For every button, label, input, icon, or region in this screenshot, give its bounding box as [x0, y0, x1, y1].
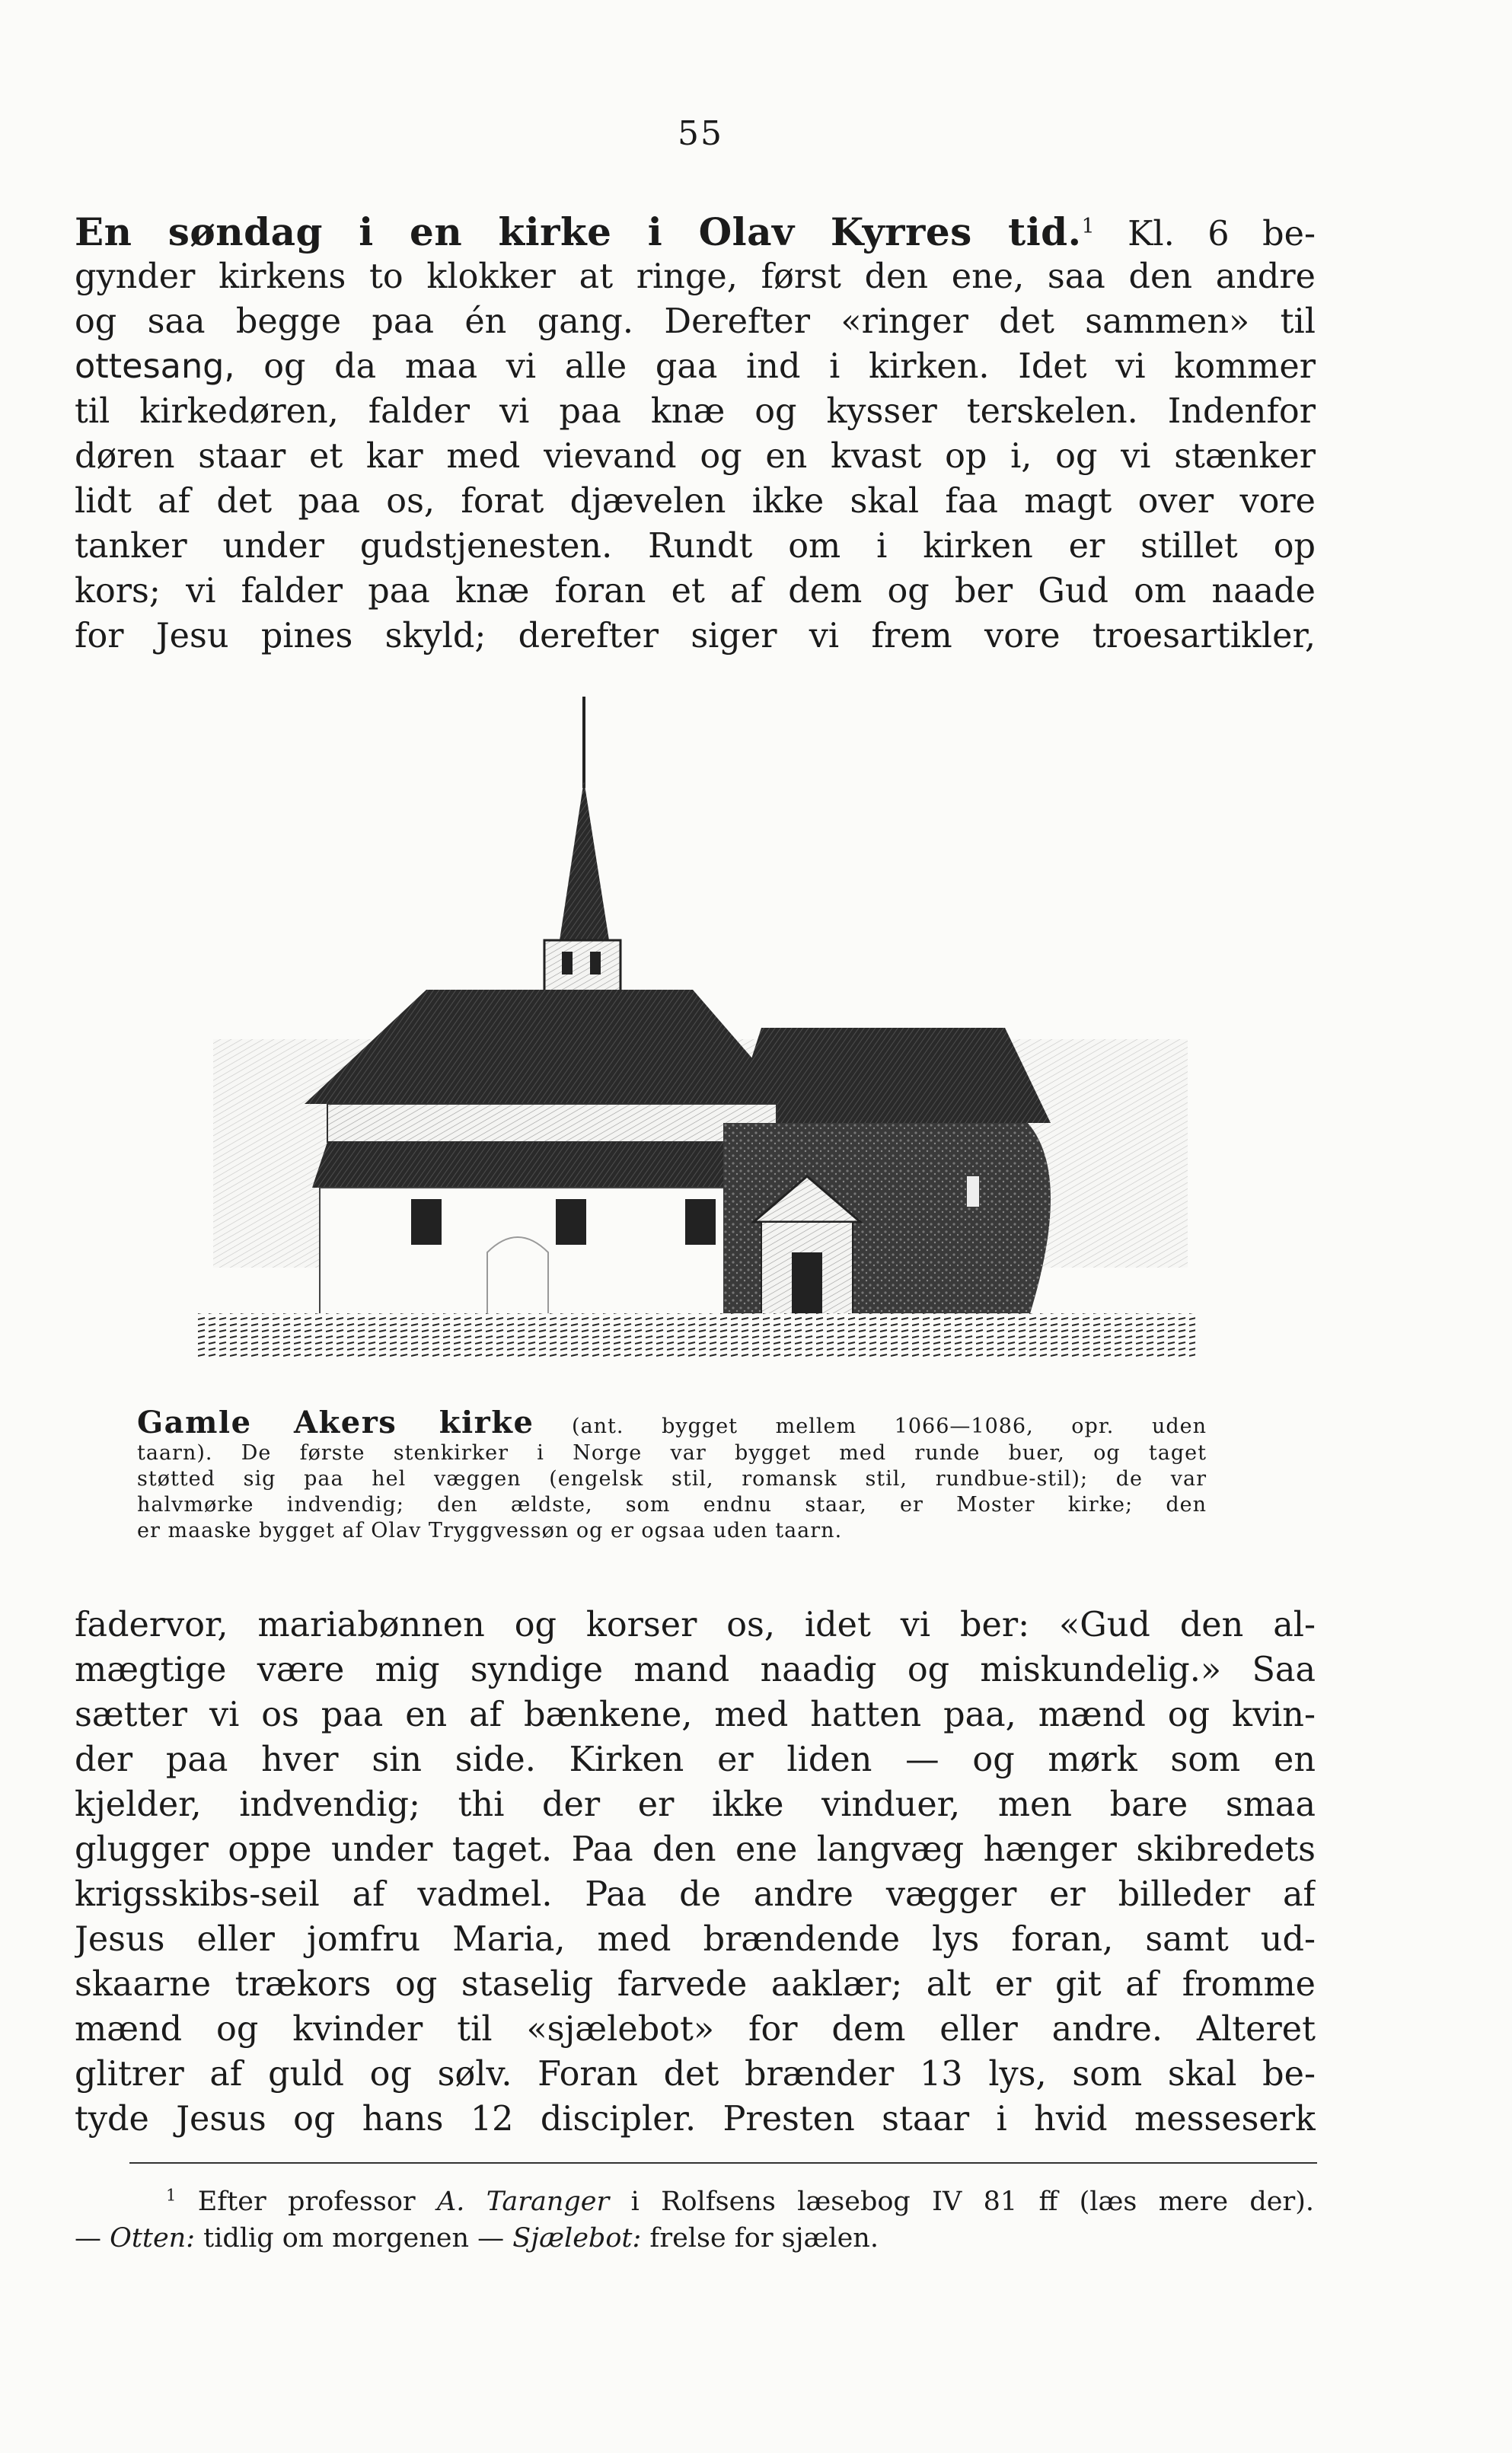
caption-title: Gamle Akers kirke [137, 1410, 534, 1440]
lower-eave [312, 1142, 777, 1188]
top-paragraph [75, 209, 1316, 659]
term: Sjælebot: [512, 2223, 642, 2254]
footnote-line [75, 2183, 1314, 2220]
text-fragment: Kl. 6 be- [1128, 215, 1316, 254]
spire [560, 780, 609, 940]
paragraph-line: kors; vi falder paa knæ foran et af dem og ber Gud om naade [75, 572, 1316, 611]
paragraph-line: skaarne trækors og staselig farvede aaklær; alt er git af fromme [75, 1965, 1316, 2004]
apse-window [967, 1176, 979, 1207]
section-title: En søndag i en kirke i Olav Kyrres tid. [75, 209, 1082, 254]
chancel-roof [731, 1028, 1051, 1123]
paragraph-line: sætter vi os paa en af bænkene, med hatten paa, mænd og kvin- [75, 1695, 1316, 1734]
window [411, 1199, 442, 1245]
tower-window [562, 952, 573, 975]
paragraph-line: krigsskibs-seil af vadmel. Paa de andre vægger er billeder af [75, 1875, 1316, 1914]
text-fragment: frelse for sjælen. [649, 2223, 879, 2254]
bottom-paragraph [75, 1603, 1316, 2142]
paragraph-line: glugger oppe under taget. Paa den ene langvæg hænger skibredets [75, 1830, 1316, 1869]
church-illustration [198, 689, 1195, 1363]
paragraph-line: gynder kirkens to klokker at ringe, først den ene, saa den andre [75, 257, 1316, 296]
paragraph-line [75, 209, 1316, 254]
caption-line: halvmørke indvendig; den ældste, som endnu staar, er Moster kirke; den [137, 1493, 1207, 1517]
footnote-marker: 1 [166, 2186, 177, 2205]
caption-line: støtted sig paa hel væggen (engelsk stil, romansk stil, rundbue-stil); de var [137, 1467, 1207, 1491]
nave-roof [305, 990, 792, 1104]
author-name: A. Taranger [437, 2187, 610, 2217]
footnote-marker: 1 [1081, 215, 1095, 239]
term: Otten: [110, 2223, 196, 2254]
paragraph-line: for Jesu pines skyld; derefter siger vi frem vore troesartikler, [75, 617, 1316, 656]
paragraph-line: og saa begge paa én gang. Derefter «ringer det sammen» til [75, 302, 1316, 341]
paragraph-line: lidt af det paa os, forat djævelen ikke skal faa magt over vore [75, 482, 1316, 521]
paragraph-line: tanker under gudstjenesten. Rundt om i kirken er stillet op [75, 527, 1316, 566]
text-fragment: i Rolfsens læsebog IV 81 ff (læs mere der). [630, 2187, 1314, 2217]
footnote [75, 2183, 1314, 2257]
text-fragment: — [75, 2223, 101, 2254]
caption-line [137, 1410, 1207, 1440]
apse [944, 1123, 1051, 1321]
paragraph-line: til kirkedøren, falder vi paa knæ og kysser terskelen. Indenfor [75, 392, 1316, 431]
text-fragment: Efter professor [197, 2187, 416, 2217]
paragraph-line [75, 344, 1316, 389]
caption-line: taarn). De første stenkirker i Norge var bygget med runde buer, og taget [137, 1441, 1207, 1465]
window [685, 1199, 716, 1245]
caption-line: er maaske bygget af Olav Tryggvessøn og er ogsaa uden taarn. [137, 1519, 843, 1542]
text-fragment: (ant. bygget mellem 1066—1086, opr. uden [572, 1415, 1207, 1438]
footnote-divider [129, 2162, 1317, 2164]
paragraph-line: mænd og kvinder til «sjælebot» for dem eller andre. Alteret [75, 2010, 1316, 2049]
paragraph-line: døren staar et kar med vievand og en kvast op i, og vi stænker [75, 437, 1316, 476]
ground [198, 1313, 1195, 1359]
paragraph-line: tyde Jesus og hans 12 discipler. Presten staar i hvid messeserk [75, 2100, 1316, 2139]
page-number: 55 [678, 114, 723, 153]
paragraph-line: mægtige være mig syndige mand naadig og miskundelig.» Saa [75, 1651, 1316, 1689]
text-fragment: og da maa vi alle gaa ind i kirken. Idet vi kommer [263, 347, 1316, 386]
footnote-line [75, 2220, 1314, 2257]
paragraph-line: fadervor, mariabønnen og korser os, idet vi ber: «Gud den al- [75, 1606, 1316, 1644]
text-fragment: tidlig om morgenen — [203, 2223, 505, 2254]
window [556, 1199, 586, 1245]
tower [544, 940, 620, 994]
paragraph-line: kjelder, indvendig; thi der er ikke vinduer, men bare smaa [75, 1785, 1316, 1824]
paragraph-line: glitrer af guld og sølv. Foran det brænder 13 lys, som skal be- [75, 2055, 1316, 2094]
paragraph-line: der paa hver sin side. Kirken er liden — og mørk som en [75, 1740, 1316, 1779]
paragraph-line: Jesus eller jomfru Maria, med brændende lys foran, samt ud- [75, 1920, 1316, 1959]
illustration-caption [137, 1410, 1207, 1544]
text-fragment: ottesang, [75, 347, 235, 386]
tower-window [590, 952, 601, 975]
upper-wall [327, 1104, 777, 1142]
porch-door [792, 1252, 822, 1321]
